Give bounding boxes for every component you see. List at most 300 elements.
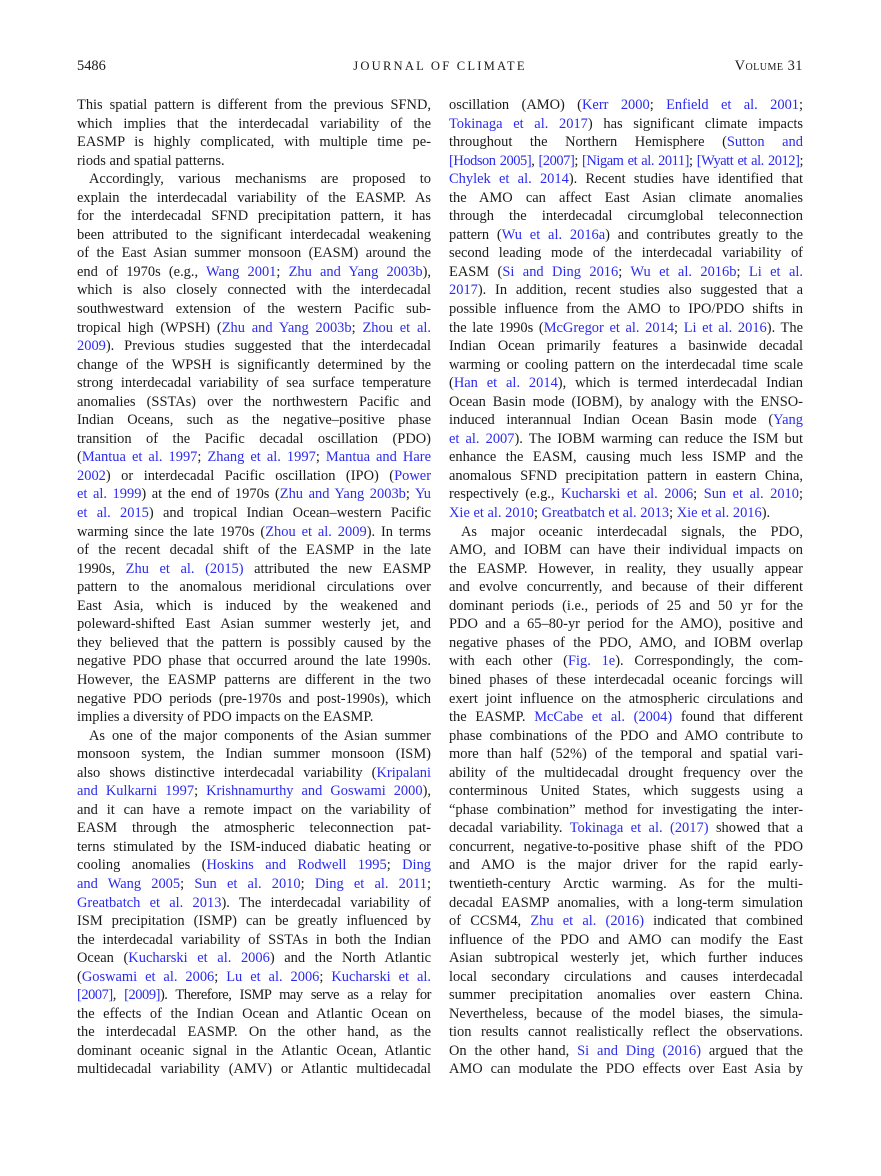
body-text: ; (649, 97, 667, 113)
text-line (77, 1042, 431, 1061)
citation-link[interactable]: Lu et al. 2006 (226, 968, 320, 985)
text-line (77, 281, 431, 300)
text-line (449, 523, 803, 542)
body-text: of the recent decadal shift of the EASMP in the late (77, 542, 431, 559)
text-line (77, 411, 431, 430)
text-line (77, 782, 431, 801)
body-text: As one of the major components of the Asian summer (89, 727, 431, 744)
citation-link[interactable]: Zhou et al. (362, 319, 431, 336)
text-line (77, 819, 431, 838)
body-text: bined phases of these interdecadal oceanic forcings will (449, 671, 803, 688)
citation-link[interactable]: Zhou et al. 2009 (265, 523, 367, 540)
citation-link[interactable]: McGregor et al. 2014 (543, 319, 675, 336)
text-line (449, 115, 803, 134)
citation-link[interactable]: Tokinaga et al. 2017 (449, 115, 588, 132)
body-text: and AMO is the major driver for the rapid early- (449, 857, 803, 874)
citation-link[interactable]: Zhu and Yang 2003b (288, 263, 423, 280)
citation-link[interactable]: Sun et al. 2010 (194, 875, 301, 892)
body-text: Nevertheless, because of the model biases, the simula- (449, 1005, 803, 1022)
body-text: dominant oceanic signal in the Atlantic Ocean, Atlantic (77, 1042, 431, 1059)
citation-link[interactable]: Tokinaga et al. (2017) (569, 820, 709, 837)
body-text: warming since the late 1970s ( (77, 523, 266, 540)
body-text: which implies that the interdecadal variability of the (77, 115, 431, 132)
body-text: found that different (672, 709, 803, 726)
body-text: ). Correspondingly, the com- (615, 653, 803, 670)
citation-link[interactable]: Ding (402, 857, 431, 874)
body-text: ; (197, 449, 208, 466)
body-text: ; (534, 505, 542, 522)
body-text: ; (669, 505, 677, 522)
body-text: EASM through the atmospheric teleconnection pat- (77, 820, 431, 837)
left-column (77, 96, 431, 1079)
text-line (77, 838, 431, 857)
text-line (449, 319, 803, 338)
text-line (77, 115, 431, 134)
body-text: However, the EASMP patterns are different in the two (77, 671, 431, 688)
text-line (77, 1005, 431, 1024)
body-text: attributed the new EASMP (243, 560, 431, 577)
body-text: concurrent, negative-to-positive phase shift of the PDO (449, 838, 803, 855)
citation-link[interactable]: 2017 (449, 282, 478, 299)
text-line (449, 485, 803, 504)
body-text: Accordingly, various mechanisms are proposed to (89, 171, 431, 188)
body-text: monsoon system, the Indian summer monsoon (ISM) (77, 746, 431, 763)
body-text: ; (351, 319, 363, 336)
body-text: ; (194, 783, 207, 800)
body-text: negative phases of the PDO, AMO, and IOBM overlap (449, 634, 803, 651)
body-text: ; (574, 152, 583, 169)
citation-link[interactable]: 2002 (77, 467, 106, 484)
journal-title: JOURNAL OF CLIMATE (353, 59, 527, 73)
citation-link[interactable]: Yang (773, 412, 803, 429)
body-text: EASMP is highly complicated, with multiple time pe- (77, 134, 431, 151)
body-text: exert joint influence on the atmospheric circulations and (449, 690, 803, 707)
citation-link[interactable]: Li et al. (748, 263, 804, 280)
body-text: On the other hand, (449, 1042, 578, 1059)
body-text: cooling anomalies ( (77, 857, 207, 874)
body-text: Indian Ocean primarily features a basinwide decadal (449, 338, 803, 355)
text-line (449, 782, 803, 801)
text-line (77, 523, 431, 542)
body-text: ; (618, 263, 631, 280)
citation-link[interactable]: Zhu and Yang 2003b (221, 319, 352, 336)
citation-link[interactable]: 2009 (77, 338, 106, 355)
body-text: ). The IOBM warming can reduce the ISM but (514, 430, 803, 447)
text-line (77, 856, 431, 875)
text-line (77, 986, 431, 1005)
body-text: throughout the Northern Hemisphere ( (449, 134, 727, 151)
body-text: southwestward extension of the western Pacific sub- (77, 301, 431, 318)
body-text: ) and tropical Indian Ocean–western Pacific (148, 505, 431, 522)
right-column (449, 96, 803, 1079)
body-text: ). In terms (366, 523, 431, 540)
body-text: local secondary circulations and causes interdecadal (449, 968, 803, 985)
text-line (77, 207, 431, 226)
body-text: Ocean Basin mode (IOBM), by analogy with the ENSO- (449, 393, 803, 410)
body-text: of CCSM4, (449, 913, 531, 930)
body-text: respectively (e.g., (449, 486, 562, 503)
body-text: ). The (766, 319, 804, 336)
body-text: AMO, and IOBM can have their individual impacts on (449, 542, 803, 559)
citation-link[interactable]: Power (394, 467, 431, 484)
text-line (449, 281, 803, 300)
body-text: change of the WPSH is significantly determined by the (77, 356, 431, 373)
body-text: anomalies (SSTAs) over the northwestern Pacific and (77, 393, 431, 410)
text-line (77, 764, 431, 783)
body-text: enhance the EASM, causing much less ISMP and the (449, 449, 803, 466)
citation-link[interactable]: Zhu et al. (2016) (530, 913, 644, 930)
body-text: the interdecadal variability of SSTAs in both the Indian (77, 931, 431, 948)
body-text: strong interdecadal variability of sea surface temperature (77, 375, 431, 392)
text-line (449, 541, 803, 560)
text-line (449, 968, 803, 987)
body-text: This spatial pattern is different from the previous SFND, (77, 97, 431, 113)
body-text: Asian subtropical westerly jet, which further induces (449, 950, 803, 967)
text-line (449, 152, 803, 171)
text-line (77, 894, 431, 913)
text-line (77, 189, 431, 208)
body-text: the AMO can affect East Asian climate anomalies (449, 189, 803, 206)
body-text: ; (799, 152, 803, 169)
text-line (77, 727, 431, 746)
body-text: As major oceanic interdecadal signals, the PDO, (461, 523, 803, 540)
body-text: poleward-shifted East Asian summer westerly jet, and (77, 616, 431, 633)
text-line (77, 949, 431, 968)
body-text: ; (799, 97, 804, 113)
citation-link[interactable]: Zhu et al. (2015) (125, 560, 244, 577)
text-line (449, 337, 803, 356)
citation-link[interactable]: Zhang et al. 1997 (207, 449, 316, 466)
body-text: ; (276, 263, 289, 280)
body-text: terns stimulated by the ISM-induced diabatic heating or (77, 838, 431, 855)
text-line (77, 337, 431, 356)
text-line (449, 819, 803, 838)
citation-link[interactable]: [2009] (124, 987, 160, 1004)
body-text: PDO and a 65–80-yr period for the AMO), positive and (449, 616, 803, 633)
text-line (449, 764, 803, 783)
citation-link[interactable]: [Hodson 2005] (449, 152, 532, 169)
body-text: with each other ( (449, 653, 568, 670)
citation-link[interactable]: Wang 2001 (206, 263, 277, 280)
text-line (77, 393, 431, 412)
citation-link[interactable]: [2007] (538, 152, 575, 169)
body-text: ). The interdecadal variability of (221, 894, 431, 911)
citation-link[interactable]: Kucharski et al. (331, 968, 431, 985)
body-text: pattern to the anomalous meridional circulations over (77, 579, 431, 596)
text-line (449, 727, 803, 746)
text-line (77, 319, 431, 338)
text-line (449, 393, 803, 412)
text-line (449, 1060, 803, 1079)
citation-link[interactable]: [2007] (77, 987, 113, 1004)
body-text: induced interannual Indian Ocean Basin mode ( (449, 412, 774, 429)
body-text: been attributed to the significant interdecadal weakening (77, 226, 431, 243)
text-line (77, 690, 431, 709)
citation-link[interactable]: Sun et al. 2010 (703, 486, 799, 503)
citation-link[interactable]: [Wyatt et al. 2012] (696, 152, 800, 169)
text-line (77, 356, 431, 375)
body-text: phase combinations of the PDO and AMO contribute to (449, 727, 803, 744)
text-line (77, 300, 431, 319)
text-line (77, 912, 431, 931)
text-line (449, 1005, 803, 1024)
body-text: tropical high (WPSH) ( (77, 319, 222, 336)
body-text: end of 1970s (e.g., (77, 263, 207, 280)
text-line (449, 690, 803, 709)
body-text: ) and contributes greatly to the (605, 226, 803, 243)
body-text: ), (422, 783, 432, 800)
body-text: , (531, 152, 539, 169)
body-text: ability of the multidecadal drought frequency over the (449, 764, 803, 781)
text-line (449, 986, 803, 1005)
body-text: negative PDO phase that occurred around the late 1990s. (77, 653, 431, 670)
body-text: negative PDO periods (pre-1970s and post-1990s), which (77, 690, 431, 707)
body-text: ; (736, 263, 749, 280)
body-text: ) at the end of 1970s ( (141, 486, 280, 503)
body-text: and it can have a remote impact on the variability of (77, 801, 431, 818)
citation-link[interactable]: Zhu and Yang 2003b (279, 486, 406, 503)
text-line (449, 1042, 803, 1061)
body-text: influence of the PDO and AMO can modify the East (449, 931, 803, 948)
text-line (77, 745, 431, 764)
citation-link[interactable]: Enfield et al. 2001 (666, 97, 800, 113)
text-line (77, 671, 431, 690)
text-line (77, 1023, 431, 1042)
text-line (77, 634, 431, 653)
text-line (449, 560, 803, 579)
text-line (449, 133, 803, 152)
body-text: ( (77, 449, 82, 466)
body-text: indicated that combined (644, 913, 803, 930)
body-text: transition of the Pacific decadal oscillation (PDO) (77, 430, 431, 447)
body-text: ; (180, 875, 195, 892)
citation-link[interactable]: [Nigam et al. 2011] (582, 152, 690, 169)
body-text: warming or cooling pattern on the interdecadal time scale (449, 356, 803, 373)
page-number: 5486 (77, 58, 106, 74)
text-line (449, 949, 803, 968)
body-text: decadal variability. (449, 820, 570, 837)
citation-link[interactable]: and Wang 2005 (77, 875, 181, 892)
body-text: ) has significant climate impacts (587, 115, 804, 132)
citation-link[interactable]: Si and Ding 2016 (502, 263, 619, 280)
text-line (449, 1023, 803, 1042)
body-text: ) and the North Atlantic (269, 950, 431, 967)
citation-link[interactable]: Fig. 1e (567, 653, 616, 670)
citation-link[interactable]: Mantua et al. 1997 (81, 449, 198, 466)
citation-link[interactable]: Ding et al. 2011 (314, 875, 427, 892)
citation-link[interactable]: Kucharski et al. 2006 (561, 486, 694, 503)
text-line (77, 485, 431, 504)
body-text: ; (386, 857, 403, 874)
text-line (77, 504, 431, 523)
citation-link[interactable]: Xie et al. 2016 (676, 505, 762, 522)
body-text: anomalous SFND precipitation pattern in eastern China, (449, 467, 803, 484)
text-line (449, 912, 803, 931)
body-text: multidecadal variability (AMV) or Atlantic multidecadal (77, 1061, 431, 1078)
text-line (449, 504, 803, 523)
citation-link[interactable]: et al. 1999 (77, 486, 142, 503)
body-text: ; (427, 875, 432, 892)
text-line (77, 133, 431, 152)
citation-link[interactable]: Kerr 2000 (582, 97, 650, 113)
text-line (449, 226, 803, 245)
text-line (449, 96, 803, 115)
citation-link[interactable]: Goswami et al. 2006 (81, 968, 215, 985)
body-text: ISM precipitation (ISMP) can be greatly influenced by (77, 913, 431, 930)
body-text: implies a diversity of PDO impacts on the EASMP. (77, 709, 374, 726)
body-text: riods and spatial patterns. (77, 152, 225, 169)
body-text: ; (315, 449, 326, 466)
text-line (449, 708, 803, 727)
text-line (77, 467, 431, 486)
body-text: they believed that the pattern is possibly caused by the (77, 634, 431, 651)
text-line (77, 541, 431, 560)
text-line (77, 597, 431, 616)
body-text: ; (319, 968, 332, 985)
body-text: oscillation (AMO) ( (449, 97, 582, 113)
body-text: explain the interdecadal variability of the EASMP. As (77, 189, 431, 206)
body-text: , (112, 987, 125, 1004)
text-line (77, 578, 431, 597)
text-line (449, 894, 803, 913)
text-line (449, 411, 803, 430)
text-line (449, 356, 803, 375)
text-line (449, 189, 803, 208)
text-line (449, 170, 803, 189)
body-text: decadal EASMP anomalies, with a long-term simulation (449, 894, 803, 911)
body-text: ), (422, 263, 431, 280)
text-line (449, 263, 803, 282)
body-text: ; (674, 319, 684, 336)
citation-link[interactable]: Kucharski et al. 2006 (128, 950, 270, 967)
body-text: ; (405, 486, 415, 503)
body-text: the EASMP. However, in reality, they usually appear (449, 560, 803, 577)
body-text: Ocean ( (77, 950, 129, 967)
text-line (449, 671, 803, 690)
text-line (449, 652, 803, 671)
citation-link[interactable]: Greatbatch et al. 2013 (541, 505, 670, 522)
text-line (77, 968, 431, 987)
volume-number: Volume 31 (734, 58, 803, 74)
citation-link[interactable]: and Kulkarni 1997 (77, 783, 195, 800)
text-line (449, 448, 803, 467)
body-text: the late 1990s ( (449, 319, 544, 336)
body-text: “phase combination” method for investigating the inter- (449, 801, 803, 818)
body-text: ; (214, 968, 227, 985)
text-line (77, 875, 431, 894)
body-text: and evolve concurrently, and because of their different (449, 579, 803, 596)
text-line (77, 615, 431, 634)
text-line (449, 597, 803, 616)
citation-link[interactable]: Wu et al. 2016b (630, 263, 737, 280)
citation-link[interactable]: Kripalani (376, 764, 431, 781)
text-line (77, 226, 431, 245)
text-line (77, 263, 431, 282)
body-text: ), which is termed interdecadal Indian (557, 375, 803, 392)
citation-link[interactable]: Wu et al. 2016a (501, 226, 606, 243)
citation-link[interactable]: Xie et al. 2010 (449, 505, 534, 522)
body-text: ). Previous studies suggested that the interdecadal (105, 338, 431, 355)
text-line (449, 300, 803, 319)
body-text: Indian Oceans, such as the negative–positive phase (77, 412, 431, 429)
body-text: the EASMP. (449, 709, 535, 726)
body-text: also shows distinctive interdecadal variability ( (77, 764, 377, 781)
text-line (77, 801, 431, 820)
citation-link[interactable]: Si and Ding (2016) (577, 1042, 702, 1059)
text-line (449, 207, 803, 226)
body-text: possible influence from the AMO to IPO/PDO shifts in (449, 301, 803, 318)
citation-link[interactable]: et al. 2007 (449, 430, 515, 447)
body-text: tion results cannot realistically reflect the observations. (449, 1024, 803, 1041)
body-text: more than half (52%) of the temporal and spatial vari- (449, 746, 803, 763)
body-text: for the interdecadal SFND precipitation pattern, it has (77, 208, 431, 225)
body-text: ). Recent studies have identified that (568, 171, 803, 188)
body-text: through the interdecadal circumglobal teleconnection (449, 208, 803, 225)
citation-link[interactable]: McCabe et al. (2004) (534, 709, 673, 726)
text-line (77, 448, 431, 467)
body-text: which is also closely connected with the interdecadal (77, 282, 431, 299)
body-text: EASM ( (449, 263, 503, 280)
text-line (77, 1060, 431, 1079)
body-text: ). Therefore, ISMP may serve as a relay for (159, 987, 431, 1004)
text-line (449, 244, 803, 263)
citation-link[interactable]: Li et al. 2016 (683, 319, 767, 336)
text-line (77, 96, 431, 115)
citation-link[interactable]: et al. 2015 (77, 505, 149, 522)
text-line (449, 875, 803, 894)
text-line (77, 560, 431, 579)
body-text: dominant periods (i.e., periods of 25 and 50 yr for the (449, 597, 803, 614)
citation-link[interactable]: Hoskins and Rodwell 1995 (206, 857, 387, 874)
citation-link[interactable]: Han et al. 2014 (453, 375, 558, 392)
body-text: East Asia, which is induced by the weakened and (77, 597, 431, 614)
body-text: conterminous United States, which suggests using a (449, 783, 803, 800)
text-line (77, 244, 431, 263)
text-line (449, 374, 803, 393)
text-line (77, 152, 431, 171)
body-text: ; (689, 152, 697, 169)
text-line (77, 430, 431, 449)
body-text: ) or interdecadal Pacific oscillation (IPO) ( (105, 467, 395, 484)
body-text: ; (693, 486, 704, 503)
body-text: ( (77, 968, 82, 985)
text-line (77, 374, 431, 393)
body-text: summer precipitation anomalies over eastern China. (449, 987, 803, 1004)
body-text: of the East Asian summer monsoon (EASM) around the (77, 245, 431, 262)
body-text: AMO can modulate the PDO effects over East Asia by (449, 1061, 803, 1078)
text-line (449, 615, 803, 634)
citation-link[interactable]: Mantua and Hare (325, 449, 431, 466)
text-line (77, 708, 431, 727)
citation-link[interactable]: Sutton and (726, 134, 803, 151)
body-text: the interdecadal EASMP. On the other hand, as the (77, 1024, 431, 1041)
running-header (77, 58, 803, 78)
text-line (77, 170, 431, 189)
citation-link[interactable]: Krishnamurthy and Goswami 2000 (206, 783, 423, 800)
body-text: ). (761, 505, 771, 522)
text-line (77, 931, 431, 950)
text-line (449, 634, 803, 653)
body-text: pattern ( (449, 226, 502, 243)
body-text: 1990s, (77, 560, 126, 577)
citation-link[interactable]: Chylek et al. 2014 (449, 171, 569, 188)
citation-link[interactable]: Yu (414, 486, 431, 503)
text-line (449, 801, 803, 820)
body-text: the effects of the Indian Ocean and Atlantic Ocean on (77, 1005, 431, 1022)
body-text: ; (798, 486, 803, 503)
citation-link[interactable]: Greatbatch et al. 2013 (77, 894, 222, 911)
body-text: ). In addition, recent studies also suggested that a (477, 282, 803, 299)
